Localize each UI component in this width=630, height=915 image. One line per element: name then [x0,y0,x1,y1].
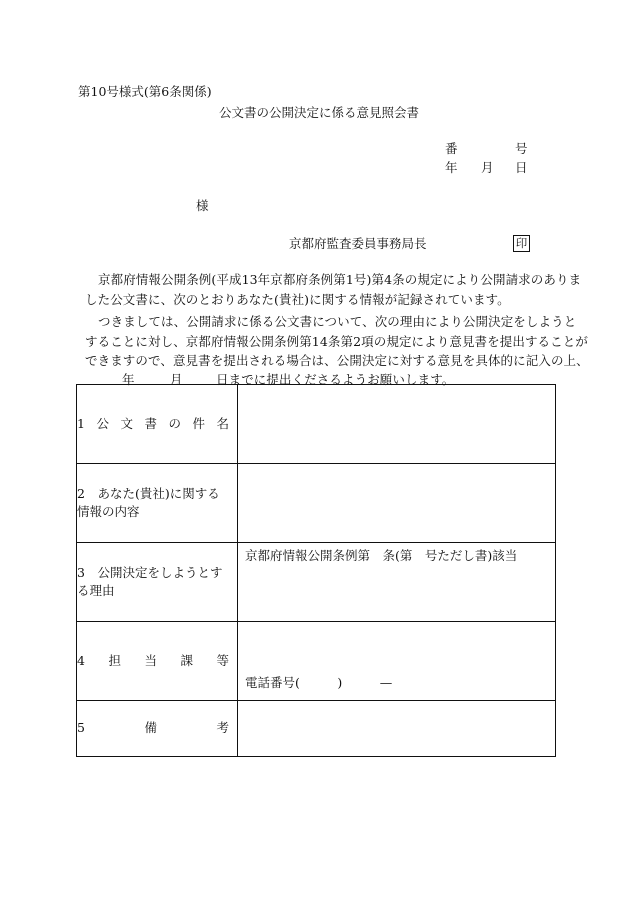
number-label: 番 [445,141,458,156]
document-title: 公文書の公開決定に係る意見照会書 [219,105,420,120]
label-remarks [77,701,238,757]
body-text-line-3: つきましては、公開請求に係る公文書について、次の理由により公開決定をしようと [98,314,577,329]
form-row-remarks [77,701,556,757]
value-remarks[interactable] [238,701,556,757]
label-text: 3 公開決定をしようとする理由 [77,564,223,598]
body-text-line-1: 京都府情報公開条例(平成13年京都府条例第1号)第4条の規定により公開請求のありま [98,272,582,287]
value-document-name[interactable] [238,385,556,464]
phone-number-text: 電話番号( ) — [245,675,393,690]
label-char: 4 [77,652,85,668]
sender-title: 京都府監査委員事務局長 [289,236,427,251]
date-month-label: 月 [481,160,494,175]
seal-mark: 印 [513,235,530,252]
label-char: 5 [77,720,85,736]
value-information-content[interactable] [238,464,556,543]
label-char: 当 [144,652,157,668]
body-text-line-5: できますので、意見書を提出される場合は、公開決定に対する意見を具体的に記入の上、 [85,353,589,368]
value-responsible-section[interactable] [238,622,556,701]
label-document-name [77,385,238,464]
label-information-content [77,464,238,543]
body-text-line-4: することに対し、京都府情報公開条例第14条第2項の規定により意見書を提出することが [85,334,588,349]
label-responsible-section [77,622,238,701]
deadline-month-label: 月 [170,372,183,387]
form-row-disclosure-reason [77,543,556,622]
label-disclosure-reason [77,543,238,622]
form-number: 第10号様式(第6条関係) [78,84,212,99]
form-row-responsible-section [77,622,556,701]
label-char: 公 [96,415,109,431]
inquiry-form-table [76,384,556,757]
deadline-year-label: 年 [122,372,135,387]
label-char: 名 [216,415,229,431]
number-suffix: 号 [515,141,528,156]
date-year-label: 年 [445,160,458,175]
form-row-information-content [77,464,556,543]
label-text: 2 あなた(貴社)に関する情報の内容 [77,485,220,519]
date-day-label: 日 [515,160,528,175]
ordinance-clause-text: 京都府情報公開条例第 条(第 号ただし書)該当 [245,548,518,563]
label-char: 文 [120,415,133,431]
label-char: 担 [108,652,121,668]
deadline-rest-text: 日までに提出くださるようお願いします。 [216,372,455,387]
label-char: 考 [216,720,229,736]
addressee-honorific: 様 [196,198,209,213]
label-char: 書 [144,415,157,431]
value-disclosure-reason[interactable] [238,543,556,622]
label-char: の [168,415,181,431]
label-char: 等 [216,652,229,668]
form-row-document-name [77,385,556,464]
label-char: 1 [77,415,85,431]
label-char: 備 [144,720,157,736]
label-char: 件 [192,415,205,431]
body-text-line-2: した公文書に、次のとおりあなた(貴社)に関する情報が記録されています。 [85,292,510,307]
label-char: 課 [180,652,193,668]
